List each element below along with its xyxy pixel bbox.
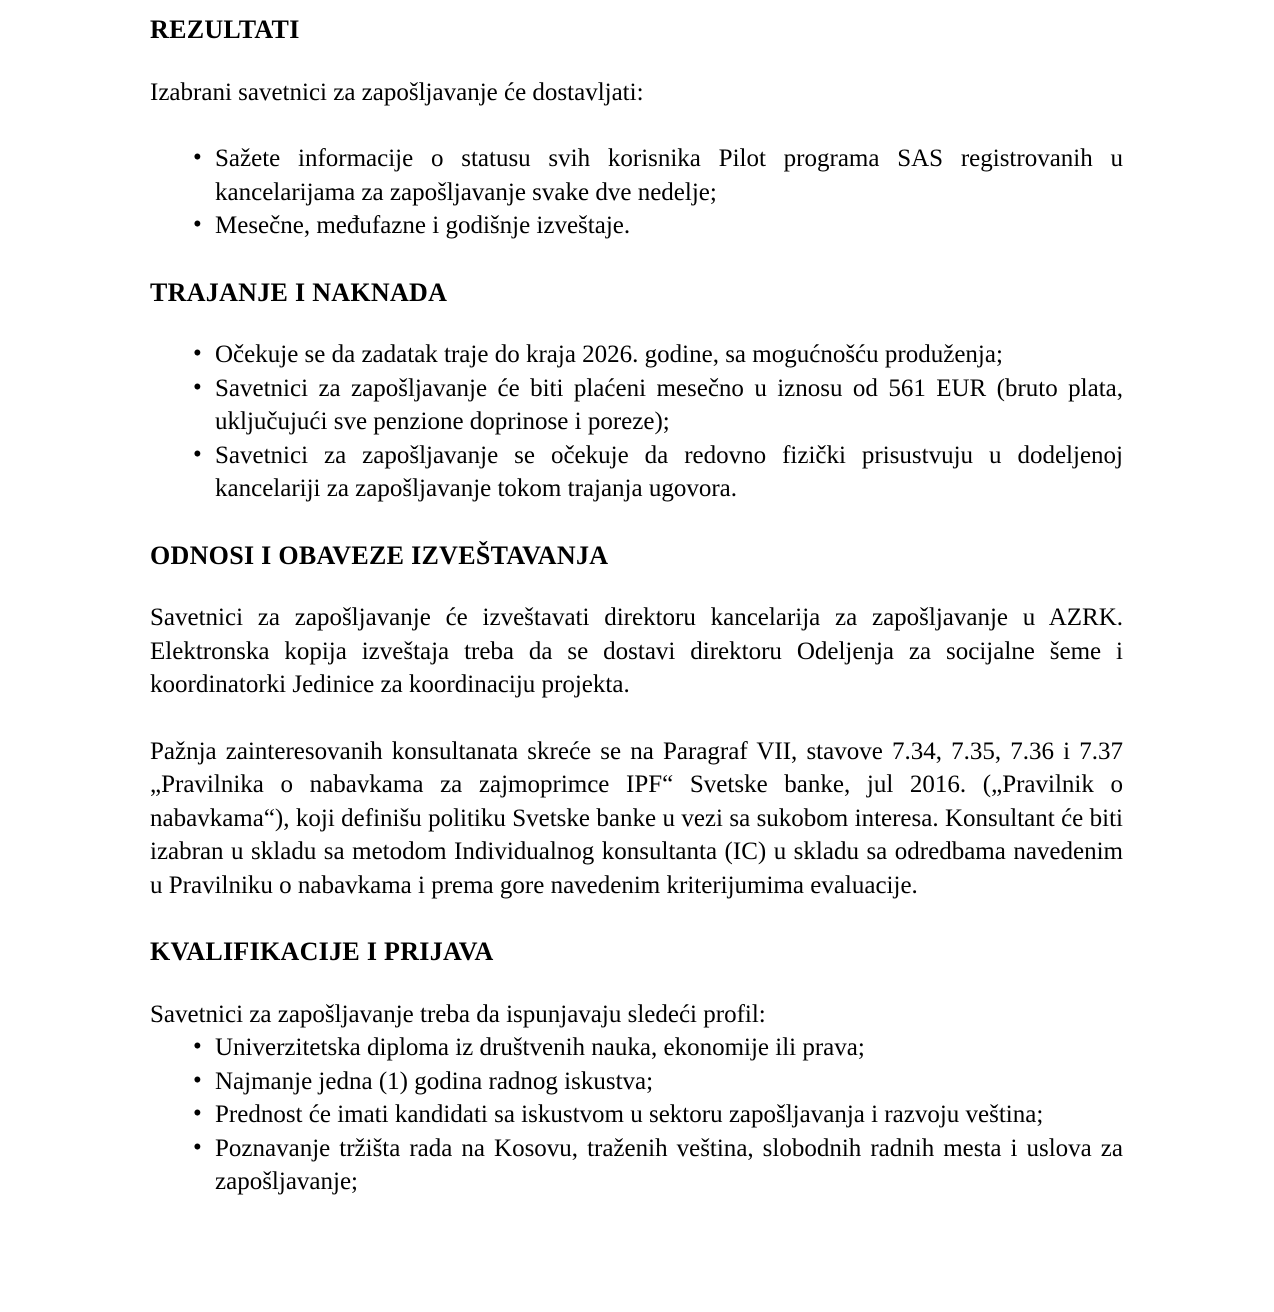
bullet-list-kvalifikacije: [150, 1031, 1123, 1199]
section-heading-rezultati: REZULTATI: [150, 15, 300, 44]
bullet-list-trajanje: [150, 338, 1123, 506]
list-item: • Očekuje se da zadatak traje do kraja 2026. godine, sa mogućnošću produženja;: [150, 338, 1123, 372]
paragraph-rezultati-intro: Izabrani savetnici za zapošljavanje će dostavljati:: [150, 78, 644, 106]
list-item: • Poznavanje tržišta rada na Kosovu, traženih veština, slobodnih radnih mesta i uslova za zapošljavanje;: [150, 1132, 1123, 1199]
list-item: • Savetnici za zapošljavanje će biti plaćeni mesečno u iznosu od 561 EUR (bruto plata, uključujući sve penzione doprinose i poreze);: [150, 372, 1123, 439]
paragraph-odnosi-1: Savetnici za zapošljavanje će izveštavati direktoru kancelarija za zapošljavanje u AZRK. Elektronska kopija izveštaja treba da se dostavi direktoru Odeljenja za socijalne šeme i koordinatorki Jedinice za koordinaciju projekta.: [150, 604, 1123, 698]
list-item: • Sažete informacije o statusu svih korisnika Pilot programa SAS registrovanih u kancelarijama za zapošljavanje svake dve nedelje;: [150, 142, 1123, 209]
paragraph-kvalifikacije-intro: Savetnici za zapošljavanje treba da ispunjavaju sledeći profil:: [150, 1000, 766, 1028]
section-heading-kvalifikacije-i-prijava: KVALIFIKACIJE I PRIJAVA: [150, 937, 494, 966]
section-heading-trajanje-i-naknada: TRAJANJE I NAKNADA: [150, 277, 448, 307]
section-heading-odnosi-i-obaveze: ODNOSI I OBAVEZE IZVEŠTAVANJA: [150, 540, 609, 570]
list-item: • Mesečne, međufazne i godišnje izveštaje.: [150, 209, 1123, 243]
bullet-list-rezultati: [150, 142, 1123, 243]
list-item: • Univerzitetska diploma iz društvenih nauka, ekonomije ili prava;: [150, 1031, 1123, 1065]
paragraph-odnosi-2: Pažnja zainteresovanih konsultanata skreće se na Paragraf VII, stavove 7.34, 7.35, 7.36 i 7.37 „Pravilnika o nabavkama za zajmoprimce IPF“ Svetske banke, jul 2016. („Pravilnik o nabavkama“), koji definišu politiku Svetske banke u vezi sa sukobom interesa. Konsultant će biti izabran u skladu sa metodom Individualnog konsultanta (IC) u skladu sa odredbama navedenim u Pravilniku o nabavkama i prema gore navedenim kriterijumima evaluacije.: [150, 737, 1123, 899]
list-item: • Najmanje jedna (1) godina radnog iskustva;: [150, 1065, 1123, 1099]
list-item: • Savetnici za zapošljavanje se očekuje da redovno fizički prisustvuju u dodeljenoj kancelariji za zapošljavanje tokom trajanja ugovora.: [150, 439, 1123, 506]
list-item: • Prednost će imati kandidati sa iskustvom u sektoru zapošljavanja i razvoju veština;: [150, 1098, 1123, 1132]
